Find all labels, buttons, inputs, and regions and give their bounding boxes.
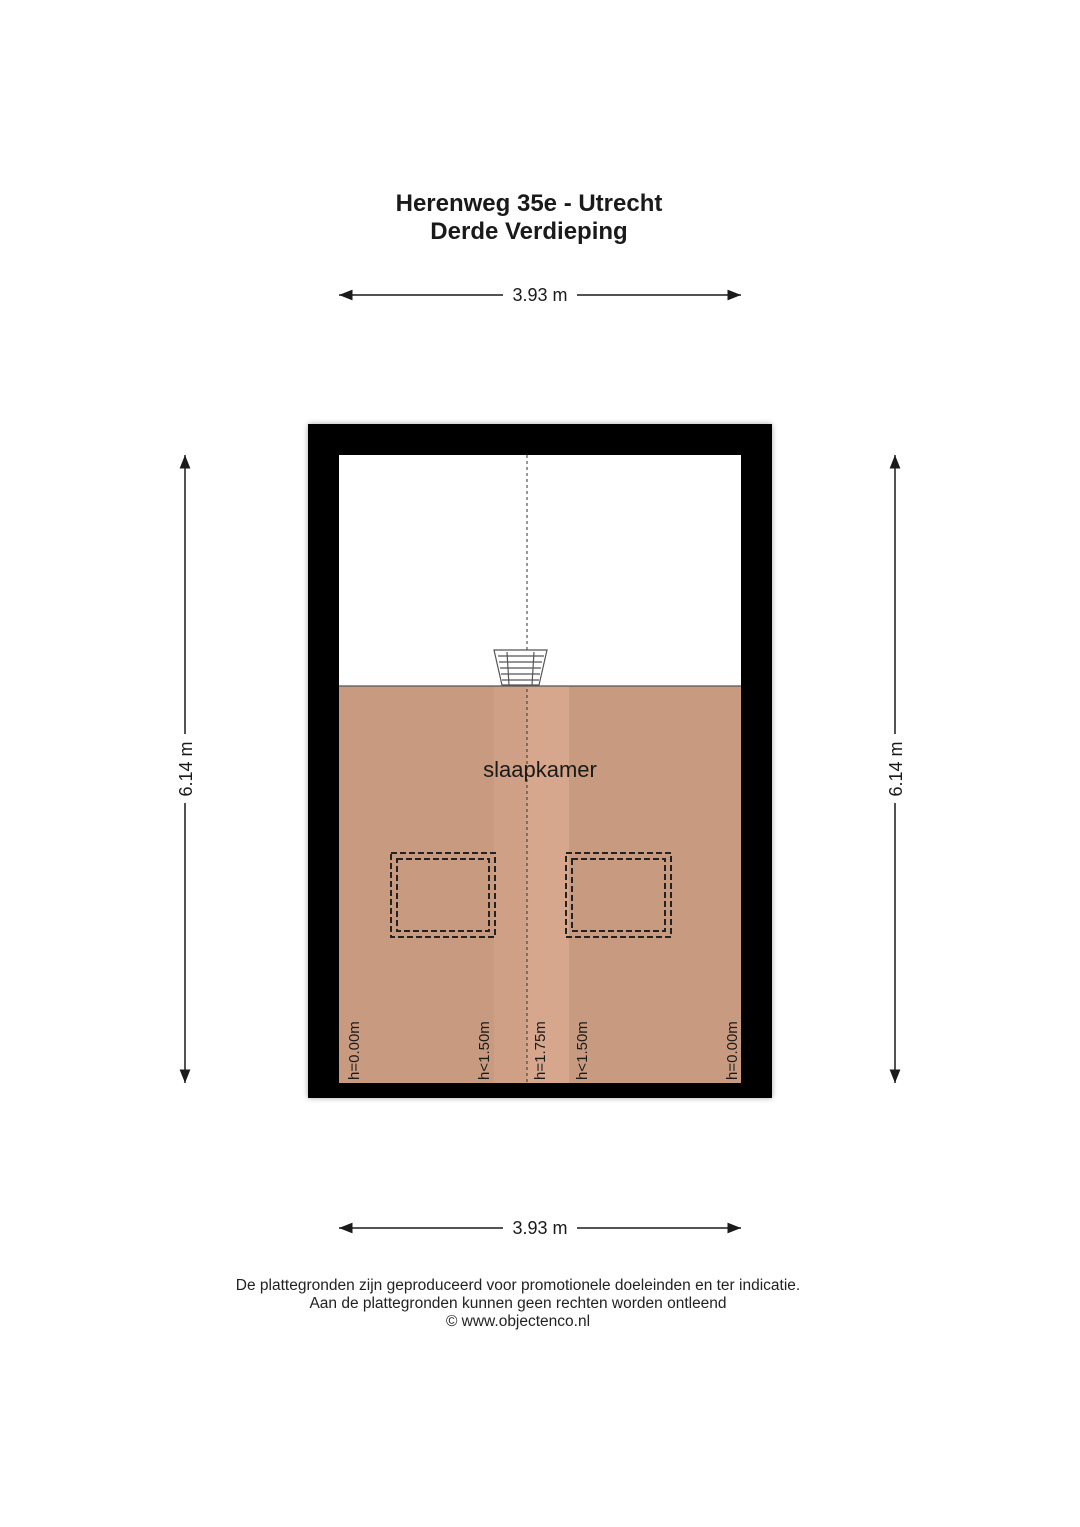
bottom-dimension [339,1218,741,1238]
height-label: h=0.00m [346,1021,363,1080]
top-width-label: 3.93 m [512,285,568,305]
disclaimer-line-1: De plattegronden zijn geproduceerd voor promotionele doeleinden en ter indicatie. [235,1277,801,1294]
height-label: h=0.00m [724,1021,741,1080]
left-dimension [176,455,196,1083]
bottom-width-label: 3.93 m [512,1218,568,1238]
height-label: h<1.50m [574,1021,591,1080]
disclaimer-line-2: Aan de plattegronden kunnen geen rechten worden ontleend [309,1295,727,1312]
right-height-label: 6.14 m [886,741,906,797]
right-dimension [886,455,906,1083]
room-label: slaapkamer [483,757,597,782]
top-dimension [339,285,741,305]
left-height-label: 6.14 m [176,741,196,797]
page-title: Herenweg 35e - Utrecht [395,190,663,217]
stair-icon [494,650,547,685]
height-label: h=1.75m [532,1021,549,1080]
floor-band-left [494,686,527,1083]
floor-name: Derde Verdieping [430,218,628,245]
height-label: h<1.50m [476,1021,493,1080]
copyright-link[interactable]: © www.objectenco.nl [445,1313,591,1330]
